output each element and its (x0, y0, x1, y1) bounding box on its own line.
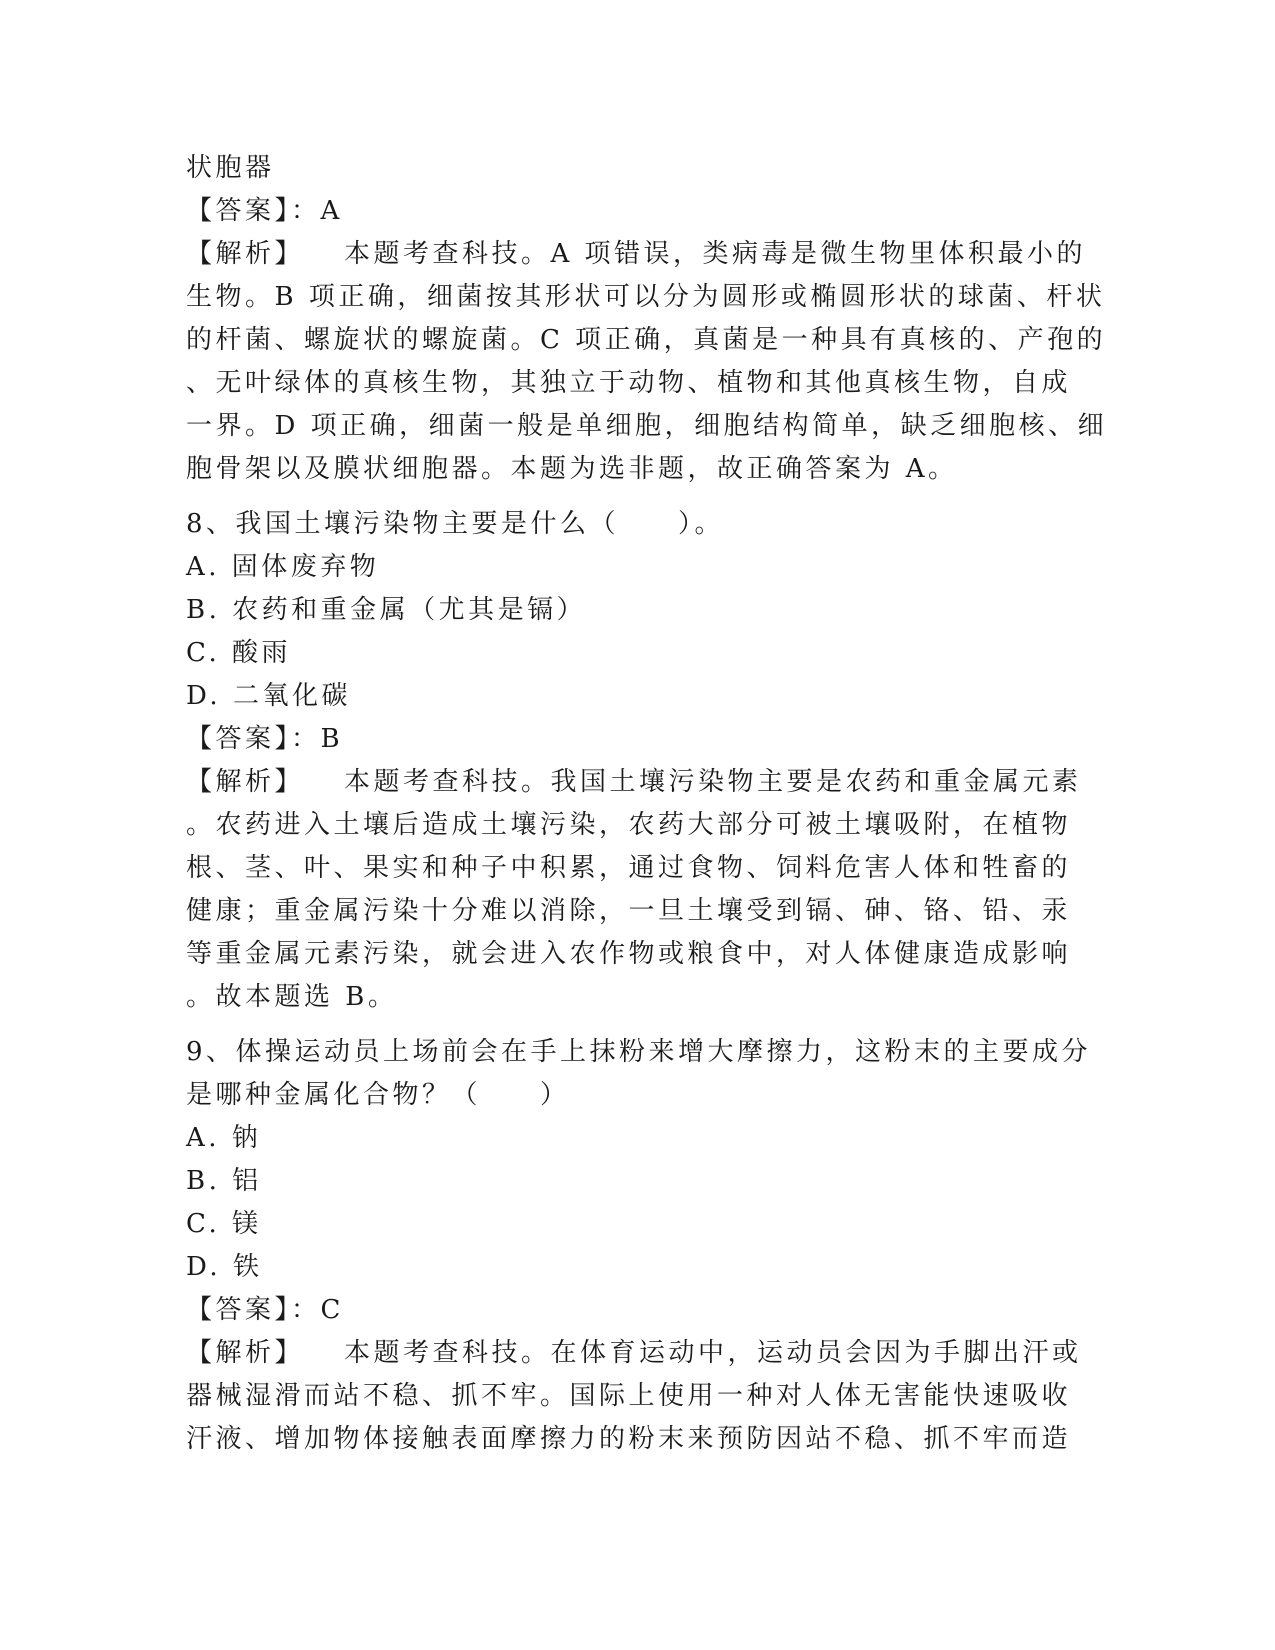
analysis-text: 一界。D 项正确，细菌一般是单细胞，细胞结构简单，缺乏细胞核、细 (186, 411, 1108, 441)
q9-analysis-line (186, 1332, 1086, 1375)
answer-separator: ： (291, 724, 321, 754)
document-page (186, 147, 1108, 1461)
analysis-label: 【解析】 (186, 1338, 305, 1368)
answer-value: C (320, 1295, 344, 1325)
q8-option-d: D. 二氧化碳 (186, 681, 351, 711)
q9-option-d: D. 铁 (186, 1252, 263, 1282)
analysis-text: 生物。B 项正确，细菌按其形状可以分为圆形或椭圆形状的球菌、杆状 (186, 282, 1106, 312)
q8-analysis-line (186, 761, 1086, 804)
q9-question: 9、体操运动员上场前会在手上抹粉来增大摩擦力，这粉末的主要成分 (186, 1037, 1092, 1067)
analysis-label: 【解析】 (186, 239, 305, 269)
q9-question-cont: 是哪种金属化合物？（ ） (186, 1080, 570, 1110)
answer-label: 【答案】 (186, 196, 292, 226)
answer-value: B (320, 724, 344, 754)
q8-option-c: C. 酸雨 (186, 638, 291, 668)
analysis-text: 的杆菌、螺旋状的螺旋菌。C 项正确，真菌是一种具有真核的、产孢的 (186, 325, 1107, 355)
analysis-text: 本题考查科技。A 项错误，类病毒是微生物里体积最小的 (344, 239, 1087, 269)
answer-label: 【答案】 (186, 1295, 292, 1325)
q7-answer-line (186, 190, 1086, 233)
q8-answer-line (186, 718, 1086, 761)
q9-option-b: B. 铝 (186, 1166, 262, 1196)
analysis-text: 器械湿滑而站不稳、抓不牢。国际上使用一种对人体无害能快速吸收 (186, 1381, 1072, 1411)
analysis-text: 本题考查科技。在体育运动中，运动员会因为手脚出汗或 (344, 1338, 1082, 1368)
q8-question: 8、我国土壤污染物主要是什么（ ）。 (186, 509, 725, 539)
answer-separator: ： (291, 196, 321, 226)
analysis-label: 【解析】 (186, 767, 305, 797)
q8-option-a: A. 固体废弃物 (186, 552, 380, 582)
analysis-text: 胞骨架以及膜状细胞器。本题为选非题，故正确答案为 A。 (186, 454, 958, 484)
q9-answer-line (186, 1289, 1086, 1332)
answer-label: 【答案】 (186, 724, 292, 754)
analysis-text: 。农药进入土壤后造成土壤污染，农药大部分可被土壤吸附，在植物 (186, 810, 1072, 840)
analysis-text: 汗液、增加物体接触表面摩擦力的粉末来预防因站不稳、抓不牢而造 (186, 1424, 1072, 1454)
analysis-text: 。故本题选 B。 (186, 982, 398, 1012)
q8-option-b: B. 农药和重金属（尤其是镉） (186, 595, 587, 625)
analysis-text: 本题考查科技。我国土壤污染物主要是农药和重金属元素 (344, 767, 1082, 797)
q7-analysis-line (186, 233, 1086, 276)
analysis-text: 等重金属元素污染，就会进入农作物或粮食中，对人体健康造成影响 (186, 939, 1072, 969)
q9-option-c: C. 镁 (186, 1209, 262, 1239)
analysis-text: 根、茎、叶、果实和种子中积累，通过食物、饲料危害人体和牲畜的 (186, 853, 1072, 883)
q7-continuation: 状胞器 (186, 153, 275, 183)
q9-option-a: A. 钠 (186, 1123, 262, 1153)
answer-separator: ： (291, 1295, 321, 1325)
analysis-text: 、无叶绿体的真核生物，其独立于动物、植物和其他真核生物，自成 (186, 368, 1072, 398)
answer-value: A (320, 196, 343, 226)
analysis-text: 健康；重金属污染十分难以消除，一旦土壤受到镉、砷、铬、铅、汞 (186, 896, 1072, 926)
